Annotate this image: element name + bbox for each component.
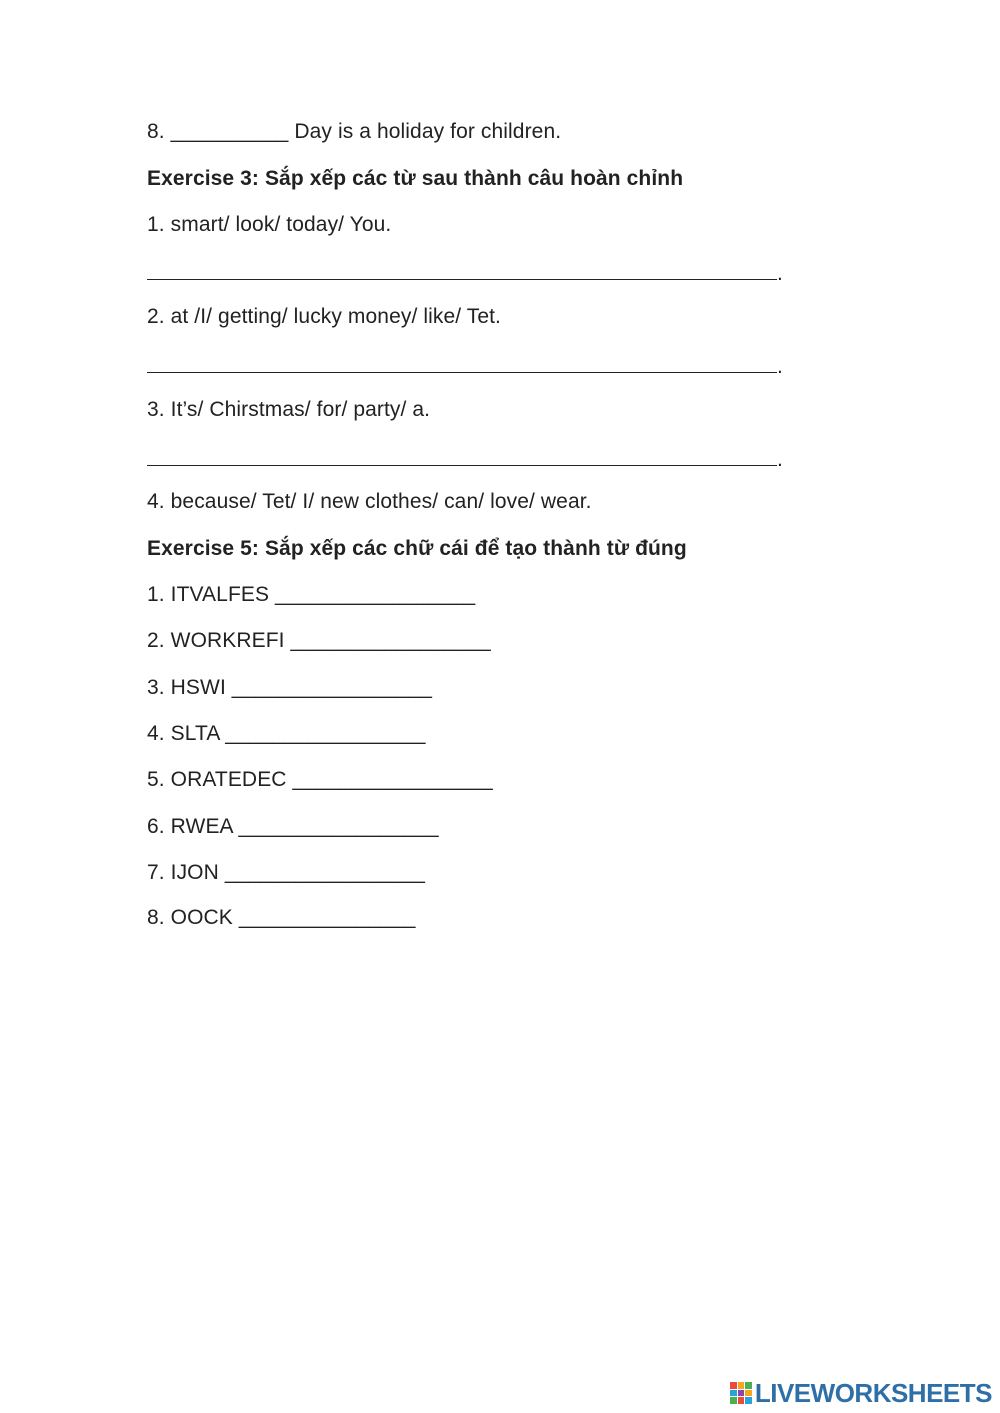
exercise-2-question-8: 8. __________ Day is a holiday for children. (147, 120, 562, 143)
exercise-3-question-3: 3. It’s/ Chirstmas/ for/ party/ a. (147, 398, 431, 421)
exercise-3-answer-line-1[interactable] (147, 279, 777, 280)
logo-tile (730, 1382, 737, 1389)
logo-tiles-icon (730, 1382, 752, 1404)
exercise-5-question-4: 4. SLTA _________________ (147, 722, 426, 745)
exercise-3-question-2: 2. at /I/ getting/ lucky money/ like/ Tet. (147, 305, 501, 328)
exercise-5-question-7: 7. IJON _________________ (147, 861, 426, 884)
exercise-5-question-3: 3. HSWI _________________ (147, 676, 433, 699)
exercise-3-answer-line-3[interactable] (147, 465, 777, 466)
exercise-5-question-8: 8. OOCK _______________ (147, 906, 416, 929)
exercise-5-question-5: 5. ORATEDEC _________________ (147, 768, 493, 791)
exercise-3-title: Exercise 3: Sắp xếp các từ sau thành câu hoàn chỉnh (147, 167, 684, 190)
exercise-5-question-6: 6. RWEA _________________ (147, 815, 439, 838)
logo-tile (738, 1397, 745, 1404)
logo-tile (738, 1382, 745, 1389)
exercise-3-answer-line-2[interactable] (147, 372, 777, 373)
logo-text: LIVEWORKSHEETS (754, 1377, 992, 1408)
liveworksheets-logo (730, 1379, 992, 1407)
logo-tile (745, 1382, 752, 1389)
answer-line-period: . (777, 262, 783, 285)
logo-tile (745, 1397, 752, 1404)
exercise-5-question-1: 1. ITVALFES _________________ (147, 583, 476, 606)
logo-tile (738, 1390, 745, 1397)
answer-line-period: . (777, 448, 783, 471)
logo-tile (730, 1397, 737, 1404)
exercise-3-question-1: 1. smart/ look/ today/ You. (147, 213, 392, 236)
exercise-5-question-2: 2. WORKREFI _________________ (147, 629, 491, 652)
answer-line-period: . (777, 355, 783, 378)
logo-tile (730, 1390, 737, 1397)
logo-tile (745, 1390, 752, 1397)
exercise-3-question-4: 4. because/ Tet/ I/ new clothes/ can/ love/ wear. (147, 490, 592, 513)
exercise-5-title: Exercise 5: Sắp xếp các chữ cái để tạo thành từ đúng (147, 537, 687, 560)
